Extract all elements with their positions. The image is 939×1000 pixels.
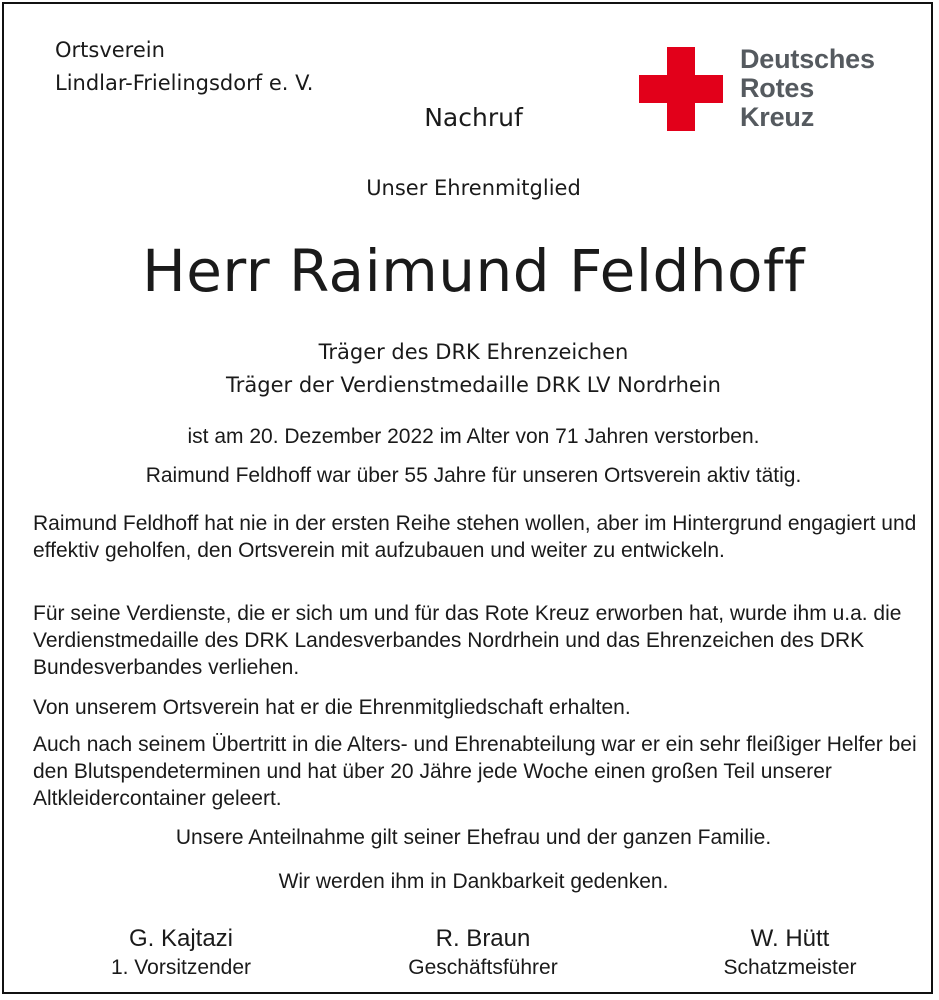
signatory-name: W. Hütt <box>750 925 830 952</box>
service-note: Raimund Feldhoff war über 55 Jahre für unseren Ortsverein aktiv tätig. <box>145 464 802 487</box>
body-paragraph: Von unserem Ortsverein hat er die Ehrenmitgliedschaft erhalten. <box>33 696 631 719</box>
signatory-role: 1. Vorsitzender <box>110 956 252 979</box>
organization-line-1: Ortsverein <box>55 38 165 62</box>
honor-line: Träger der Verdienstmedaille DRK LV Nordrhein <box>226 373 721 397</box>
subtitle: Unser Ehrenmitglied <box>366 176 581 200</box>
logo-line-1: Deutsches <box>740 44 875 74</box>
signatory-role: Schatzmeister <box>723 956 857 979</box>
organization-name <box>55 34 313 100</box>
signatory-name: G. Kajtazi <box>128 925 234 952</box>
deceased-name: Herr Raimund Feldhoff <box>142 237 805 305</box>
body-paragraph: Für seine Verdienste, die er sich um und für das Rote Kreuz erworben hat, wurde ihm u.a. die Verdienstmedaille des DRK Landesverbandes Nordrhein und das Ehrenzeichen des DRK Bundesverbandes verliehen. <box>33 602 902 679</box>
page-title: Nachruf <box>424 103 523 132</box>
logo-line-2: Rotes <box>740 73 815 103</box>
body-paragraph: Auch nach seinem Übertritt in die Alters- und Ehrenabteilung war er ein sehr fleißiger Helfer bei den Blutspendeterminen und hat über 20 Jähre jede Woche einen großen Teil unserer Altkleidercontainer geleert. <box>33 733 917 810</box>
body-paragraph: Raimund Feldhoff hat nie in der ersten Reihe stehen wollen, aber im Hintergrund engagiert und effektiv geholfen, den Ortsverein mit aufzubauen und weiter zu entwickeln. <box>33 512 917 562</box>
signatory-role: Geschäftsführer <box>408 956 558 979</box>
signatory <box>660 924 920 982</box>
death-notice: ist am 20. Dezember 2022 im Alter von 71 Jahren verstorben. <box>187 425 760 448</box>
signatory <box>353 924 613 982</box>
obituary-frame <box>2 2 933 994</box>
organization-line-2: Lindlar-Frielingsdorf e. V. <box>55 71 314 95</box>
logo-line-3: Kreuz <box>740 102 815 132</box>
signatory-name: R. Braun <box>435 925 531 952</box>
signatory <box>51 924 311 982</box>
remembrance-text: Wir werden ihm in Dankbarkeit gedenken. <box>278 870 669 893</box>
condolence-text: Unsere Anteilnahme gilt seiner Ehefrau und der ganzen Familie. <box>175 826 772 849</box>
honor-line: Träger des DRK Ehrenzeichen <box>318 340 629 364</box>
